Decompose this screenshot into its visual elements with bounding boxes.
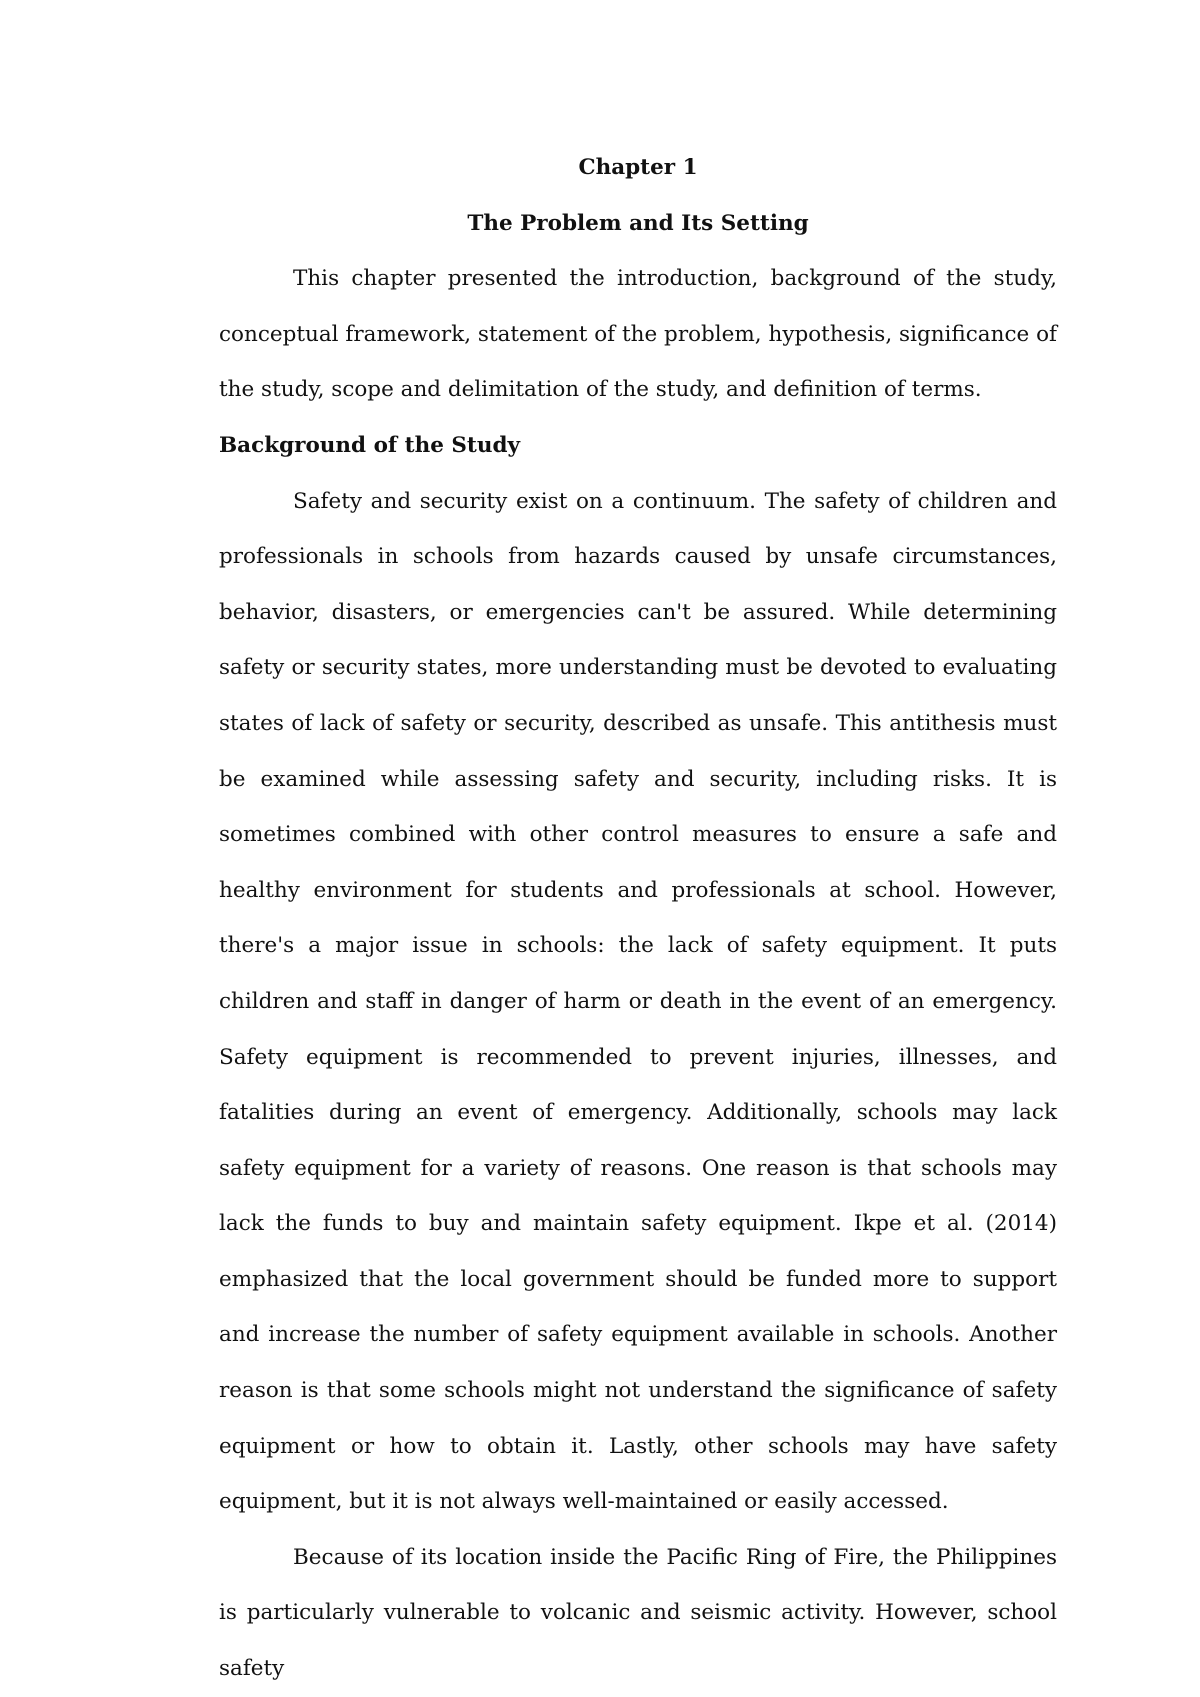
body-paragraph-1: Safety and security exist on a continuum. The safety of children and professionals in schools from hazards caused by unsafe circumstances, behavior, disasters, or emergencies can't be assured. While determining safety or security states, more understanding must be devoted to evaluating states of lack of safety or security, described as unsafe. This antithesis must be examined while assessing safety and security, including risks. It is sometimes combined with other control measures to ensure a safe and healthy environment for students and professionals at school. However, there's a major issue in schools: the lack of safety equipment. It puts children and staff in danger of harm or death in the event of an emergency. Safety equipment is recommended to prevent injuries, illnesses, and fatalities during an event of emergency. Additionally, schools may lack safety equipment for a variety of reasons. One reason is that schools may lack the funds to buy and maintain safety equipment. Ikpe et al. (2014) emphasized that the local government should be funded more to support and increase the number of safety equipment available in schools. Another reason is that some schools might not understand the significance of safety equipment or how to obtain it. Lastly, other schools may have safety equipment, but it is not always well-maintained or easily accessed.	[219, 488, 1057, 1515]
intro-paragraph: This chapter presented the introduction, background of the study, conceptual framework, statement of the problem, hypothesis, significance of the study, scope and delimitation of the study, and definition of terms.	[219, 266, 1057, 403]
page-content	[219, 140, 1057, 1697]
chapter-title: The Problem and Its Setting	[467, 210, 809, 236]
section-heading: Background of the Study	[219, 432, 520, 458]
body-paragraph-2: Because of its location inside the Pacific Ring of Fire, the Philippines is particularly vulnerable to volcanic and seismic activity. However, school safety	[219, 1544, 1057, 1682]
chapter-label: Chapter 1	[578, 155, 698, 180]
